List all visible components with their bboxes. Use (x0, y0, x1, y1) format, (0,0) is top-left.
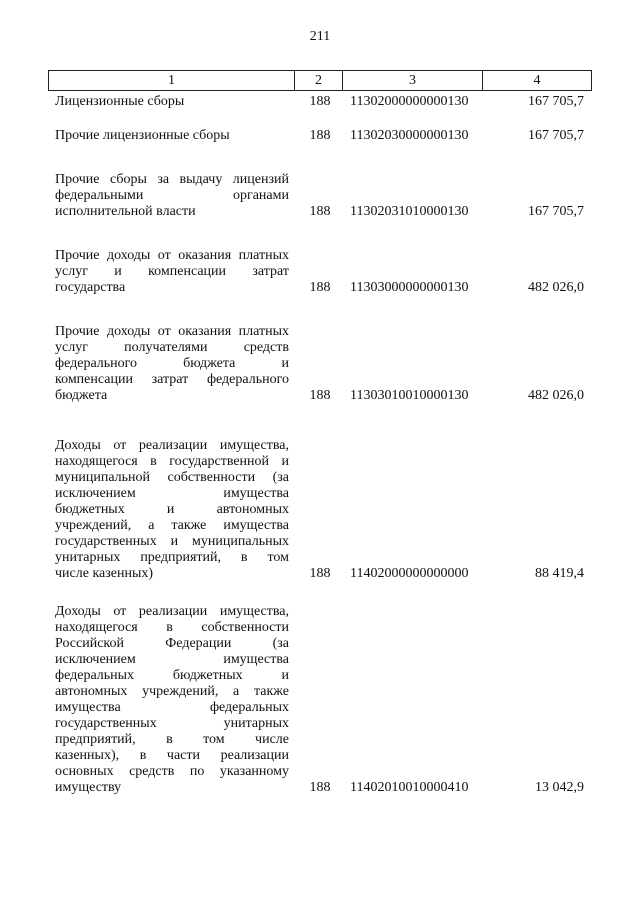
revenue-name-line: имущества федеральных (55, 700, 289, 715)
revenue-name-line: Прочие лицензионные сборы (55, 128, 230, 143)
admin-code: 188 (309, 204, 331, 219)
revenue-name-line: муниципальной собственности (за (55, 470, 289, 485)
header-col-3: 3 (343, 71, 483, 90)
page-number: 211 (309, 29, 331, 44)
revenue-name-line: услуг получателями средств (55, 340, 289, 355)
amount: 13 042,9 (535, 780, 584, 795)
budget-code: 11303000000000130 (350, 280, 469, 295)
revenue-name (55, 324, 289, 404)
budget-code: 11303010010000130 (350, 388, 469, 403)
revenue-name-line: федеральными органами (55, 188, 289, 203)
revenue-name-line: исполнительной власти (55, 204, 196, 219)
amount: 88 419,4 (535, 566, 584, 581)
revenue-name (55, 248, 289, 296)
revenue-name-line: Доходы от реализации имущества, (55, 438, 289, 453)
budget-code: 11302000000000130 (350, 94, 469, 109)
header-col-1: 1 (49, 71, 295, 90)
revenue-name (55, 128, 289, 144)
revenue-name-line: находящегося в государственной и (55, 454, 289, 469)
revenue-name-line: исключением имущества (55, 652, 289, 667)
amount: 482 026,0 (528, 280, 584, 295)
amount: 167 705,7 (528, 204, 584, 219)
revenue-name-line: услуг и компенсации затрат (55, 264, 289, 279)
revenue-name-line: унитарных предприятий, в том (55, 550, 289, 565)
admin-code: 188 (309, 280, 331, 295)
header-col-2: 2 (295, 71, 343, 90)
revenue-name-line: Лицензионные сборы (55, 94, 185, 109)
budget-code: 11402000000000000 (350, 566, 469, 581)
revenue-name-line: бюджета (55, 388, 108, 403)
admin-code: 188 (309, 128, 331, 143)
amount: 167 705,7 (528, 128, 584, 143)
budget-code: 11302030000000130 (350, 128, 469, 143)
revenue-name-line: Доходы от реализации имущества, (55, 604, 289, 619)
revenue-name-line: исключением имущества (55, 486, 289, 501)
revenue-name-line: предприятий, в том числе (55, 732, 289, 747)
revenue-name-line: федеральных бюджетных и (55, 668, 289, 683)
revenue-name-line: числе казенных) (55, 566, 154, 581)
revenue-name-line: компенсации затрат федерального (55, 372, 289, 387)
revenue-name-line: государства (55, 280, 126, 295)
revenue-name-line: бюджетных и автономных (55, 502, 289, 517)
revenue-name-line: Прочие доходы от оказания платных (55, 324, 289, 339)
revenue-name-line: Прочие доходы от оказания платных (55, 248, 289, 263)
revenue-name-line: государственных и муниципальных (55, 534, 289, 549)
revenue-name-line: основных средств по указанному (55, 764, 289, 779)
revenue-name-line: имуществу (55, 780, 122, 795)
amount: 482 026,0 (528, 388, 584, 403)
revenue-name-line: федерального бюджета и (55, 356, 289, 371)
revenue-name-line: Прочие сборы за выдачу лицензий (55, 172, 289, 187)
amount: 167 705,7 (528, 94, 584, 109)
revenue-name-line: находящегося в собственности (55, 620, 289, 635)
budget-code: 11402010010000410 (350, 780, 469, 795)
admin-code: 188 (309, 94, 331, 109)
admin-code: 188 (309, 388, 331, 403)
admin-code: 188 (309, 780, 331, 795)
admin-code: 188 (309, 566, 331, 581)
revenue-name (55, 438, 289, 582)
revenue-name-line: учреждений, а также имущества (55, 518, 289, 533)
revenue-name (55, 172, 289, 220)
revenue-name (55, 94, 289, 110)
budget-code: 11302031010000130 (350, 204, 469, 219)
revenue-name-line: автономных учреждений, а также (55, 684, 289, 699)
revenue-name-line: казенных), в части реализации (55, 748, 289, 763)
revenue-name-line: государственных унитарных (55, 716, 289, 731)
header-col-4: 4 (533, 73, 541, 88)
revenue-name (55, 604, 289, 796)
table-header (48, 70, 592, 91)
revenue-name-line: Российской Федерации (за (55, 636, 289, 651)
